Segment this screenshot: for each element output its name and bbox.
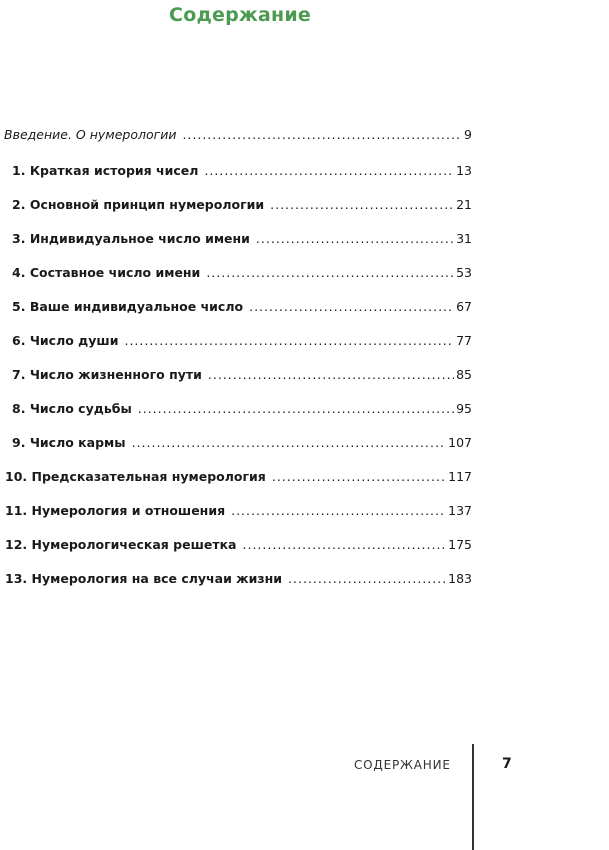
chapter-number: 5. xyxy=(12,299,26,314)
footer-section-label: СОДЕРЖАНИЕ xyxy=(354,758,451,772)
toc-page-number: 53 xyxy=(456,265,472,280)
dot-leader xyxy=(138,401,454,417)
table-of-contents xyxy=(0,127,472,605)
toc-page-number: 117 xyxy=(448,469,472,484)
toc-page-number: 31 xyxy=(456,231,472,246)
toc-page-number: 85 xyxy=(456,367,472,382)
toc-entry-title xyxy=(12,367,202,383)
toc-page-number: 13 xyxy=(456,163,472,178)
chapter-number: 7. xyxy=(12,367,26,382)
toc-entry-title xyxy=(5,571,282,587)
toc-entry[interactable] xyxy=(0,163,472,185)
toc-page-number: 21 xyxy=(456,197,472,212)
toc-entry[interactable] xyxy=(0,265,472,287)
toc-entry[interactable] xyxy=(0,299,472,321)
chapter-number: 3. xyxy=(12,231,26,246)
page-title: Содержание xyxy=(169,4,311,26)
toc-entry[interactable] xyxy=(0,231,472,253)
toc-entry-title xyxy=(12,435,126,451)
dot-leader xyxy=(243,537,447,553)
chapter-title: Предсказательная нумерология xyxy=(31,469,266,484)
dot-leader xyxy=(256,231,454,247)
toc-page-number: 9 xyxy=(464,127,472,142)
chapter-number: 13. xyxy=(5,571,28,586)
toc-page-number: 77 xyxy=(456,333,472,348)
chapter-number: 6. xyxy=(12,333,26,348)
dot-leader xyxy=(272,469,446,485)
dot-leader xyxy=(206,265,454,281)
toc-page-number: 175 xyxy=(448,537,472,552)
chapter-title: Нумерология на все случаи жизни xyxy=(31,571,283,586)
toc-entry[interactable] xyxy=(0,401,472,423)
chapter-number: 1. xyxy=(12,163,26,178)
toc-entry-title xyxy=(12,333,118,349)
dot-leader xyxy=(270,197,454,213)
chapter-title: Ваше индивидуальное число xyxy=(29,299,244,314)
toc-entry[interactable] xyxy=(0,333,472,355)
chapter-number: 10. xyxy=(5,469,28,484)
chapter-title: Нумерологическая решетка xyxy=(31,537,237,552)
toc-page-number: 183 xyxy=(448,571,472,586)
toc-entry-title xyxy=(5,537,237,553)
chapter-title: Число судьбы xyxy=(29,401,132,416)
toc-page-number: 67 xyxy=(456,299,472,314)
chapter-number: 4. xyxy=(12,265,26,280)
toc-entry-title xyxy=(12,197,264,213)
chapter-number: 2. xyxy=(12,197,26,212)
toc-page-number: 95 xyxy=(456,401,472,416)
chapter-number: 12. xyxy=(5,537,28,552)
toc-entry[interactable] xyxy=(0,367,472,389)
chapter-title: Нумерология и отношения xyxy=(31,503,226,518)
dot-leader xyxy=(204,163,454,179)
toc-entry[interactable] xyxy=(0,435,472,457)
toc-entry-title xyxy=(12,265,200,281)
dot-leader xyxy=(231,503,446,519)
dot-leader xyxy=(288,571,446,587)
chapter-number: 9. xyxy=(12,435,26,450)
chapter-title: Составное число имени xyxy=(29,265,201,280)
toc-entry[interactable] xyxy=(0,197,472,219)
toc-entry-title xyxy=(12,231,250,247)
toc-entry-title xyxy=(5,469,266,485)
toc-entry[interactable] xyxy=(0,571,472,593)
toc-entry[interactable] xyxy=(0,469,472,491)
toc-entry[interactable] xyxy=(0,503,472,525)
toc-entry-title xyxy=(12,401,132,417)
chapter-number: 8. xyxy=(12,401,26,416)
chapter-title: Число жизненного пути xyxy=(29,367,202,382)
chapter-title: Число души xyxy=(29,333,119,348)
footer-page-number: 7 xyxy=(502,756,512,772)
toc-entry-title xyxy=(12,299,243,315)
dot-leader xyxy=(208,367,454,383)
chapter-title: Основной принцип нумерологии xyxy=(29,197,265,212)
chapter-title: Число кармы xyxy=(29,435,126,450)
dot-leader xyxy=(124,333,454,349)
toc-entry-title xyxy=(12,163,198,179)
chapter-title: Индивидуальное число имени xyxy=(29,231,250,246)
dot-leader xyxy=(132,435,447,451)
toc-entry-title: Введение. О нумерологии xyxy=(4,127,177,142)
toc-entry-intro[interactable] xyxy=(0,127,472,149)
footer-divider xyxy=(472,744,474,850)
toc-page-number: 107 xyxy=(448,435,472,450)
toc-page-number: 137 xyxy=(448,503,472,518)
dot-leader xyxy=(249,299,454,315)
toc-entry[interactable] xyxy=(0,537,472,559)
dot-leader xyxy=(182,127,462,143)
chapter-number: 11. xyxy=(5,503,28,518)
toc-entry-title xyxy=(5,503,225,519)
chapter-title: Краткая история чисел xyxy=(29,163,199,178)
